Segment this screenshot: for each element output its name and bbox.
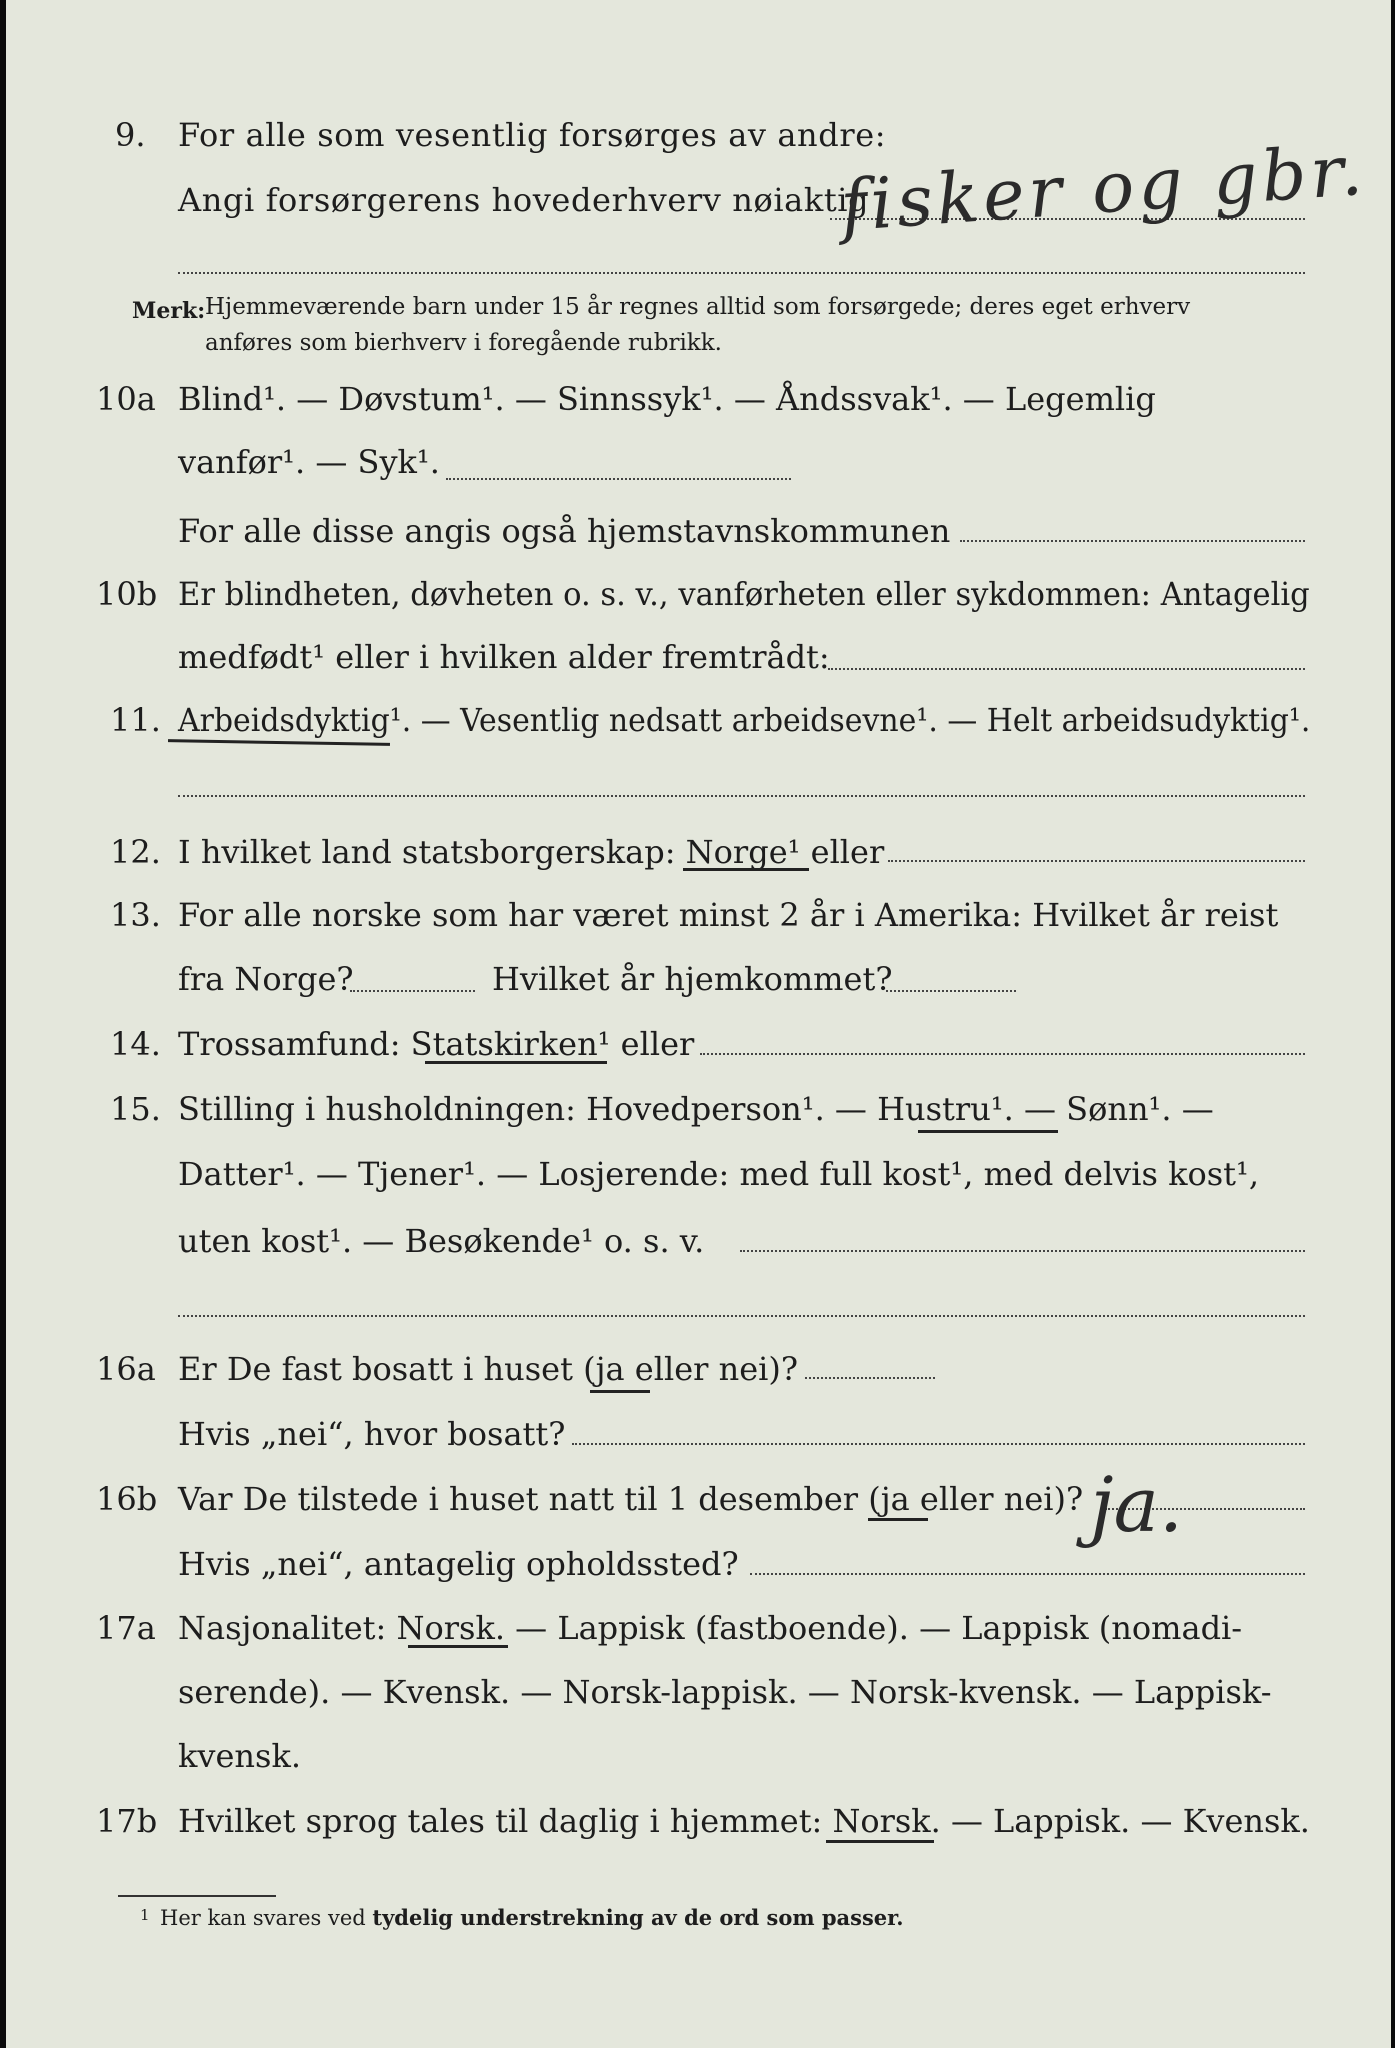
q10b-line2: medfødt¹ eller i hvilken alder fremtrådt: (178, 638, 830, 676)
q13-line1: For alle norske som har været minst 2 år i Amerika: Hvilket år reist (178, 896, 1279, 934)
q11-underline-arbeidsdyktig (168, 739, 390, 746)
q16a-bosatt-line (572, 1443, 1305, 1445)
q14-underline-statskirken (425, 1061, 607, 1064)
q17a-number: 17a (96, 1609, 156, 1647)
q16a-line2: Hvis „nei“, hvor bosatt? (178, 1415, 566, 1453)
q16b-number: 16b (96, 1480, 158, 1518)
q17b-underline-norsk (826, 1840, 934, 1843)
q16b-handwritten-answer: ja. (1090, 1460, 1184, 1549)
merk-line2: anføres som bierhverv i foregående rubrikk. (205, 330, 722, 356)
q10a-syk-line (446, 478, 791, 480)
q10a-line2: vanfør¹. — Syk¹. (178, 443, 440, 481)
q15-line1: Stilling i husholdningen: Hovedperson¹. — Hustru¹. — Sønn¹. — (178, 1090, 1214, 1128)
q17a-line1: Nasjonalitet: Norsk. — Lappisk (fastboende). — Lappisk (nomadi- (178, 1609, 1243, 1647)
q10a-number: 10a (96, 380, 156, 418)
q16b-line1: Var De tilstede i huset natt til 1 desember (ja eller nei)? (178, 1480, 1084, 1518)
footnote-text (160, 1905, 904, 1931)
q9-line2: Angi forsørgerens hovederhverv nøiaktig (178, 181, 870, 219)
merk-line1: Hjemmeværende barn under 15 år regnes alltid som forsørgede; deres eget erhverv (205, 294, 1191, 320)
footnote-text-plain: Her kan svares ved (160, 1906, 366, 1930)
q12-answer-line (888, 860, 1305, 862)
q13-reist-line (350, 990, 475, 992)
q12-line1: I hvilket land statsborgerskap: Norge¹ eller (178, 833, 885, 871)
q16a-underline-ja (590, 1390, 650, 1393)
q10a-line1: Blind¹. — Døvstum¹. — Sinnssyk¹. — Åndssvak¹. — Legemlig (178, 380, 1156, 418)
q15-line2: Datter¹. — Tjener¹. — Losjerende: med full kost¹, med delvis kost¹, (178, 1155, 1260, 1193)
q15-extra-line (178, 1315, 1305, 1317)
q9-line1: For alle som vesentlig forsørges av andre: (178, 116, 887, 154)
q13-hjemkommet-line (886, 990, 1016, 992)
q11-line1: Arbeidsdyktig¹. — Vesentlig nedsatt arbeidsevne¹. — Helt arbeidsudyktig¹. (178, 701, 1311, 739)
q17a-underline-norsk (408, 1645, 508, 1648)
q10a-hjemstavn-line (960, 540, 1305, 542)
q9-number: 9. (115, 116, 146, 154)
q10b-answer-line (828, 668, 1305, 670)
q11-extra-line (178, 795, 1305, 797)
q13-line2a: fra Norge? (178, 960, 354, 998)
q16b-underline-ja (868, 1518, 928, 1521)
q11-number: 11. (110, 701, 161, 739)
q14-answer-line (700, 1053, 1305, 1055)
q17a-line3: kvensk. (178, 1737, 301, 1775)
q10b-line1: Er blindheten, døvheten o. s. v., vanførheten eller sykdommen: Antagelig (178, 575, 1310, 613)
q17b-line1: Hvilket sprog tales til daglig i hjemmet: Norsk. — Lappisk. — Kvensk. (178, 1802, 1310, 1840)
q15-answer-line (740, 1250, 1305, 1252)
q13-number: 13. (110, 896, 161, 934)
q12-underline-norge (683, 868, 809, 871)
footnote-rule (118, 1895, 276, 1897)
q16a-answer-line (805, 1377, 935, 1379)
q16b-line2: Hvis „nei“, antagelig opholdssted? (178, 1545, 739, 1583)
footnote-text-bold: tydelig understrekning av de ord som passer. (372, 1905, 904, 1930)
q13-line2b: Hvilket år hjemkommet? (492, 960, 893, 998)
q9-extra-line (178, 272, 1305, 274)
q14-line1: Trossamfund: Statskirken¹ eller (178, 1025, 695, 1063)
footnote-mark: 1 (140, 1906, 150, 1924)
q16b-opholdssted-line (750, 1573, 1305, 1575)
q15-line3: uten kost¹. — Besøkende¹ o. s. v. (178, 1222, 705, 1260)
q12-number: 12. (110, 833, 161, 871)
merk-label: Merk: (132, 298, 206, 324)
q10a-line3: For alle disse angis også hjemstavnskommunen (178, 512, 951, 550)
q15-underline-hustru (918, 1130, 1058, 1133)
q16a-line1: Er De fast bosatt i huset (ja eller nei)? (178, 1350, 799, 1388)
q16a-number: 16a (96, 1350, 156, 1388)
q14-number: 14. (110, 1025, 161, 1063)
q17a-line2: serende). — Kvensk. — Norsk-lappisk. — Norsk-kvensk. — Lappisk- (178, 1673, 1272, 1711)
q17b-number: 17b (96, 1802, 158, 1840)
q10b-number: 10b (96, 575, 158, 613)
q15-number: 15. (110, 1090, 161, 1128)
q9-handwritten-answer: fisker og gbr. (837, 128, 1369, 248)
